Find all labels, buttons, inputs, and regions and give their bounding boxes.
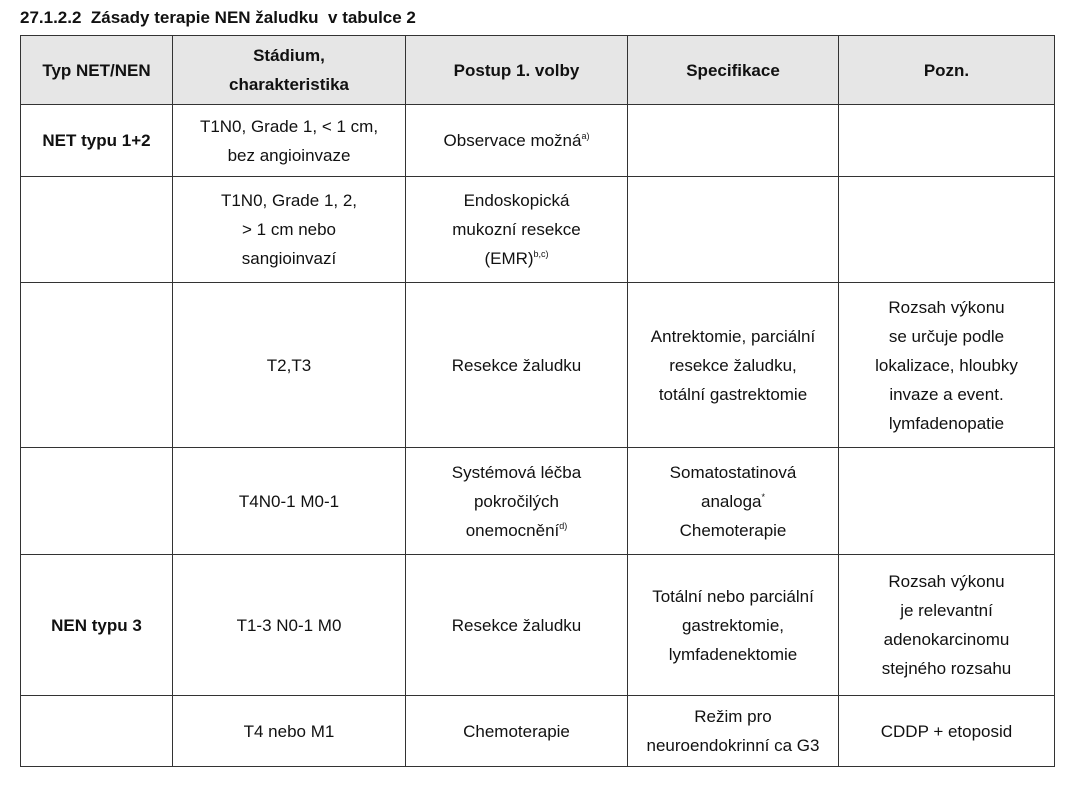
cell-specification bbox=[628, 696, 839, 767]
cell-text: (EMR) bbox=[484, 249, 534, 268]
cell-line bbox=[410, 351, 623, 380]
cell-type bbox=[21, 105, 173, 177]
section-title: 27.1.2.2 Zásady terapie NEN žaludku v tabulce 2 bbox=[20, 8, 416, 27]
cell-text: neuroendokrinní ca G3 bbox=[646, 736, 820, 755]
cell-line bbox=[410, 186, 623, 215]
cell-line bbox=[410, 244, 623, 273]
cell-text: Resekce žaludku bbox=[451, 615, 582, 635]
cell-text: Antrektomie, parciální bbox=[650, 326, 816, 346]
cell-text: stejného rozsahu bbox=[881, 659, 1012, 678]
cell-line bbox=[177, 487, 401, 516]
cell-specification bbox=[628, 555, 839, 696]
cell-line bbox=[632, 380, 834, 409]
cell-specification bbox=[628, 448, 839, 555]
cell-first-choice bbox=[406, 696, 628, 767]
cell-line bbox=[843, 56, 1050, 85]
cell-text: analoga bbox=[700, 491, 762, 511]
cell-line bbox=[177, 70, 401, 99]
cell-stage bbox=[173, 555, 406, 696]
cell-text: T4 nebo M1 bbox=[243, 721, 335, 741]
cell-first-choice bbox=[406, 448, 628, 555]
cell-line bbox=[843, 654, 1050, 683]
cell-text: lymfadenektomie bbox=[668, 644, 798, 664]
cell-text: T4N0-1 M0-1 bbox=[238, 491, 340, 511]
cell-text: pokročilých bbox=[473, 491, 560, 511]
cell-line bbox=[25, 126, 168, 155]
cell-text: Totální nebo parciální bbox=[652, 586, 814, 606]
cell-text: Somatostatinová bbox=[669, 462, 797, 482]
cell-text: Pozn. bbox=[923, 60, 970, 80]
cell-line bbox=[410, 487, 623, 516]
cell-text: resekce žaludku, bbox=[669, 355, 797, 375]
header-stage bbox=[173, 36, 406, 105]
cell-line bbox=[632, 640, 834, 669]
cell-line bbox=[843, 567, 1050, 596]
cell-line bbox=[843, 351, 1050, 380]
cell-line bbox=[410, 611, 623, 640]
cell-type bbox=[21, 696, 173, 767]
cell-line bbox=[177, 215, 401, 244]
cell-line bbox=[177, 141, 401, 170]
cell-text: se určuje podle bbox=[888, 326, 1005, 346]
cell-text: Systémová léčba bbox=[451, 462, 582, 482]
cell-text: > 1 cm nebo bbox=[241, 220, 337, 239]
cell-text: T1-3 N0-1 M0 bbox=[236, 615, 342, 635]
cell-text: lokalizace, hloubky bbox=[875, 355, 1018, 375]
cell-text: Stádium, bbox=[253, 46, 325, 65]
cell-line bbox=[843, 717, 1050, 746]
cell-line bbox=[177, 41, 401, 70]
table-row bbox=[21, 177, 1055, 283]
header-specification bbox=[628, 36, 839, 105]
cell-text: onemocnění bbox=[465, 520, 560, 540]
cell-text: sangioinvazí bbox=[241, 249, 337, 268]
cell-text: invaze a event. bbox=[889, 384, 1004, 404]
cell-line bbox=[410, 56, 623, 85]
cell-line bbox=[632, 487, 834, 516]
table-row bbox=[21, 448, 1055, 555]
therapy-table bbox=[20, 35, 1055, 767]
header-first-choice bbox=[406, 36, 628, 105]
cell-note bbox=[839, 283, 1055, 448]
table-header-row bbox=[21, 36, 1055, 105]
cell-note bbox=[839, 555, 1055, 696]
cell-text: T1N0, Grade 1, < 1 cm, bbox=[199, 116, 379, 136]
cell-line bbox=[410, 458, 623, 487]
cell-line bbox=[25, 56, 168, 85]
cell-line bbox=[632, 458, 834, 487]
cell-note bbox=[839, 696, 1055, 767]
cell-text: Chemoterapie bbox=[463, 721, 570, 741]
cell-text: NEN typu 3 bbox=[51, 615, 142, 635]
cell-line bbox=[843, 322, 1050, 351]
cell-stage bbox=[173, 448, 406, 555]
footnote-marker: d) bbox=[559, 520, 568, 531]
cell-first-choice bbox=[406, 177, 628, 283]
cell-text: T2,T3 bbox=[266, 355, 312, 375]
cell-line bbox=[177, 351, 401, 380]
cell-text: Typ NET/NEN bbox=[42, 60, 151, 80]
cell-line bbox=[177, 186, 401, 215]
cell-line bbox=[632, 322, 834, 351]
cell-text: Rozsah výkonu bbox=[888, 297, 1005, 317]
cell-specification bbox=[628, 105, 839, 177]
cell-line bbox=[843, 293, 1050, 322]
cell-line bbox=[632, 351, 834, 380]
cell-type bbox=[21, 177, 173, 283]
cell-text: Resekce žaludku bbox=[451, 355, 582, 375]
cell-note bbox=[839, 448, 1055, 555]
cell-first-choice bbox=[406, 105, 628, 177]
cell-line bbox=[632, 611, 834, 640]
cell-text: je relevantní bbox=[900, 601, 993, 620]
cell-line bbox=[410, 126, 623, 155]
cell-line bbox=[177, 717, 401, 746]
cell-first-choice bbox=[406, 555, 628, 696]
cell-line bbox=[177, 244, 401, 273]
cell-line bbox=[25, 611, 168, 640]
cell-stage bbox=[173, 177, 406, 283]
cell-text: bez angioinvaze bbox=[227, 145, 351, 165]
cell-text: Režim pro bbox=[694, 707, 772, 726]
header-note bbox=[839, 36, 1055, 105]
cell-text: charakteristika bbox=[228, 75, 350, 94]
cell-specification bbox=[628, 283, 839, 448]
cell-type bbox=[21, 448, 173, 555]
cell-line bbox=[632, 56, 834, 85]
cell-type bbox=[21, 283, 173, 448]
cell-line bbox=[632, 702, 834, 731]
cell-specification bbox=[628, 177, 839, 283]
cell-line bbox=[410, 516, 623, 545]
cell-line bbox=[843, 596, 1050, 625]
cell-text: NET typu 1+2 bbox=[42, 131, 151, 150]
cell-text: Endoskopická bbox=[463, 191, 570, 210]
cell-type bbox=[21, 555, 173, 696]
cell-note bbox=[839, 177, 1055, 283]
cell-text: Observace možná bbox=[443, 131, 582, 150]
cell-line bbox=[632, 516, 834, 545]
cell-line bbox=[843, 625, 1050, 654]
cell-first-choice bbox=[406, 283, 628, 448]
cell-line bbox=[177, 112, 401, 141]
table-row bbox=[21, 696, 1055, 767]
table-row bbox=[21, 555, 1055, 696]
cell-text: adenokarcinomu bbox=[883, 630, 1010, 649]
cell-note bbox=[839, 105, 1055, 177]
cell-text: T1N0, Grade 1, 2, bbox=[220, 191, 358, 210]
cell-text: CDDP + etoposid bbox=[880, 721, 1013, 741]
cell-line bbox=[632, 731, 834, 760]
cell-stage bbox=[173, 105, 406, 177]
cell-line bbox=[177, 611, 401, 640]
cell-text: lymfadenopatie bbox=[888, 413, 1005, 433]
cell-line bbox=[843, 409, 1050, 438]
table-row bbox=[21, 105, 1055, 177]
cell-text: Chemoterapie bbox=[679, 520, 787, 540]
cell-text: Rozsah výkonu bbox=[888, 572, 1005, 591]
footnote-marker: b,c) bbox=[533, 249, 549, 259]
cell-stage bbox=[173, 283, 406, 448]
cell-text: totální gastrektomie bbox=[658, 384, 808, 404]
footnote-marker: * bbox=[761, 491, 766, 502]
cell-line bbox=[410, 717, 623, 746]
table-row bbox=[21, 283, 1055, 448]
cell-text: mukozní resekce bbox=[452, 220, 581, 239]
footnote-marker: a) bbox=[581, 131, 590, 141]
cell-stage bbox=[173, 696, 406, 767]
cell-line bbox=[843, 380, 1050, 409]
cell-line bbox=[410, 215, 623, 244]
cell-text: Specifikace bbox=[686, 60, 780, 80]
header-type bbox=[21, 36, 173, 105]
cell-text: gastrektomie, bbox=[681, 615, 785, 635]
cell-text: Postup 1. volby bbox=[453, 60, 580, 80]
cell-line bbox=[632, 582, 834, 611]
